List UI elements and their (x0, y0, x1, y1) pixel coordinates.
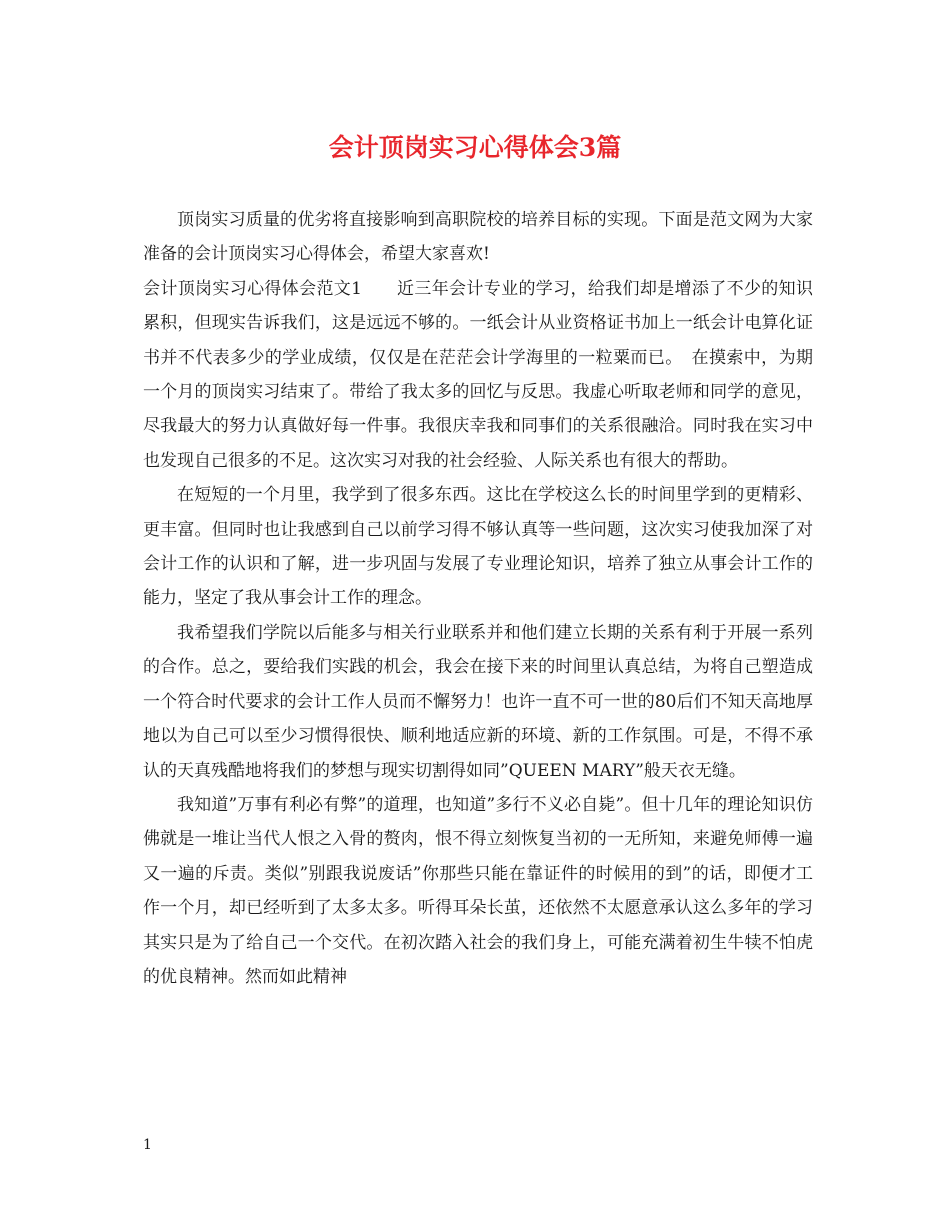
document-title: 会计顶岗实习心得体会3篇 (328, 133, 622, 162)
paragraph-intro: 顶岗实习质量的优劣将直接影响到高职院校的培养目标的实现。下面是范文网为大家准备的会计顶岗实习心得体会，希望大家喜欢! (143, 210, 813, 265)
page-number: 1 (143, 1137, 152, 1153)
paragraph-essay-4: 我知道”万事有利必有弊”的道理，也知道”多行不义必自毙”。但十几年的理论知识仿佛就是一堆让当代人恨之入骨的赘肉，恨不得立刻恢复当初的一无所知，来避免师傅一遍又一遍的斥责。类似”别跟我说废话”你那些只能在靠证件的时候用的到”的话，即便才工作一个月，却已经听到了太多太多。听得耳朵长茧，还依然不太愿意承认这么多年的学习其实只是为了给自己一个交代。在初次踏入社会的我们身上，可能充满着初生牛犊不怕虎的优良精神。然而如此精神 (143, 794, 813, 987)
document-body (143, 203, 813, 994)
paragraph-essay-3: 我希望我们学院以后能多与相关行业联系并和他们建立长期的关系有利于开展一系列的合作。总之，要给我们实践的机会，我会在接下来的时间里认真总结，为将自己塑造成一个符合时代要求的会计工作人员而不懈努力！也许一直不可一世的80后们不知天高地厚地以为自己可以至少习惯得很快、顺利地适应新的环境、新的工作氛围。可是，不得不承认的天真残酷地将我们的梦想与现实切割得如同”QUEEN MARY”般天衣无缝。 (143, 622, 813, 781)
paragraph-essay-1: 会计顶岗实习心得体会范文1 近三年会计专业的学习，给我们却是增添了不少的知识累积，但现实告诉我们，这是远远不够的。一纸会计从业资格证书加上一纸会计电算化证书并不代表多少的学业成绩，仅仅是在茫茫会计学海里的一粒粟而已。 在摸索中，为期一个月的顶岗实习结束了。带给了我太多的回忆与反思。我虚心听取老师和同学的意见，尽我最大的努力认真做好每一件事。我很庆幸我和同事们的关系很融洽。同时我在实习中也发现自己很多的不足。这次实习对我的社会经验、人际关系也有很大的帮助。 (143, 278, 813, 471)
paragraph-essay-2: 在短短的一个月里，我学到了很多东西。这比在学校这么长的时间里学到的更精彩、更丰富。但同时也让我感到自己以前学习得不够认真等一些问题，这次实习使我加深了对会计工作的认识和了解，进一步巩固与发展了专业理论知识，培养了独立从事会计工作的能力，坚定了我从事会计工作的理念。 (143, 485, 813, 609)
